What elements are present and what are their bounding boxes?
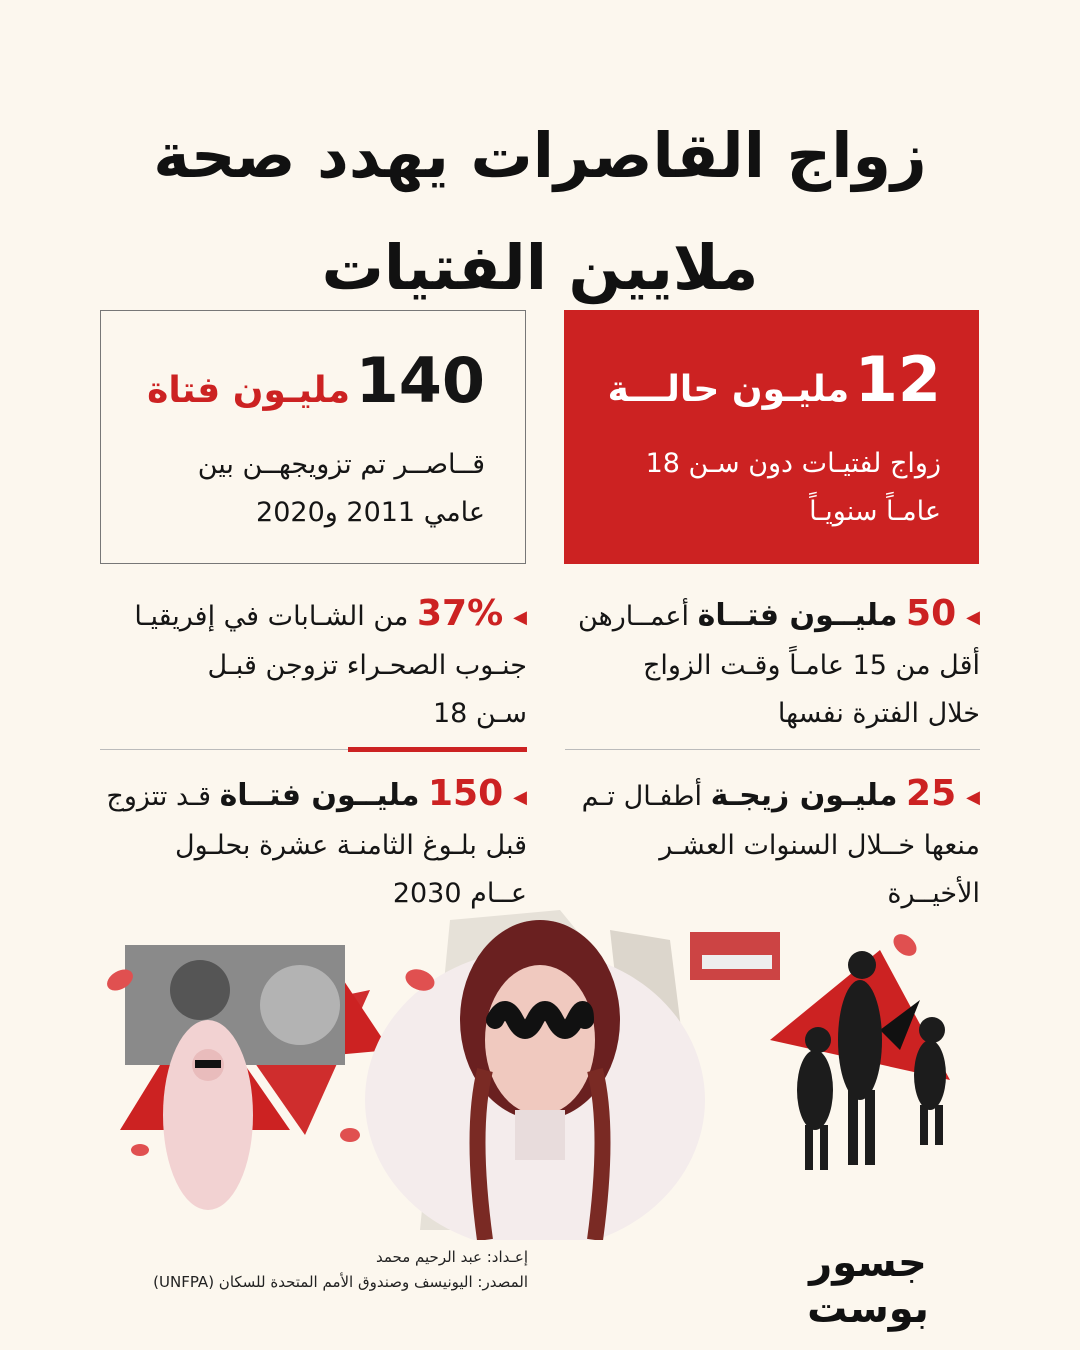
central-girl-face	[485, 965, 595, 1115]
stat-box-number: 12	[854, 343, 941, 416]
stat-number: 150	[428, 773, 504, 814]
divider	[100, 749, 348, 750]
stat-text: قبل بلـوغ الثامنـة عشرة بحلـول	[175, 829, 527, 861]
title-line-2: ملايين الفتيات	[321, 231, 759, 304]
stat-box-desc-line: قــاصــر تم تزويجهــن بين	[197, 449, 485, 480]
stat-item-150-million	[95, 770, 527, 918]
stat-text: منعها خــلال السنوات العشـر	[659, 829, 980, 861]
braid-left	[478, 1070, 486, 1240]
stat-text: قـد تتزوج	[106, 781, 211, 812]
stat-text: جنـوب الصحـراء تزوجن قبـل	[207, 649, 527, 681]
stat-text: من الشـابات في إفريقيـا	[134, 601, 409, 632]
stat-unit: مليــون فتــاة	[219, 778, 420, 813]
stat-box-desc-line: زواج لفتيـات دون سـن 18	[645, 448, 941, 479]
stat-box-description	[131, 441, 485, 537]
stat-box-number: 140	[355, 344, 485, 417]
stat-box-unit: مليـون حالـــة	[607, 369, 850, 410]
stat-box-desc-line: عامي 2011 و2020	[256, 497, 485, 528]
triangle-bullet-icon: ◀	[513, 786, 527, 808]
stat-text: عــام 2030	[392, 877, 527, 909]
stat-number: 50	[906, 593, 957, 634]
stat-box-desc-line: عامـاً سنويـاً	[809, 496, 941, 527]
stat-text: أطفـال تـم	[581, 781, 703, 812]
stat-item-37-percent	[95, 590, 527, 738]
photo-face	[260, 965, 340, 1045]
photo-head	[170, 960, 230, 1020]
stat-box-girls	[100, 310, 526, 564]
brand-logo: جسور بوست	[807, 1240, 929, 1332]
credit-prepared-by: إعـداد: عبد الرحيم محمد	[376, 1248, 528, 1266]
stat-box-cases	[564, 310, 979, 564]
stat-item-50-million	[560, 590, 980, 738]
stat-text: خلال الفترة نفسها	[777, 697, 980, 729]
bride-figure	[163, 1020, 253, 1210]
photo-protest-detail	[702, 955, 772, 969]
collage-illustration	[90, 900, 990, 1240]
title-line-1: زواج القاصرات يهدد صحة	[153, 119, 927, 192]
triangle-bullet-icon: ◀	[966, 606, 980, 628]
credit-source: المصدر: اليونيسف وصندوق الأمم المتحدة للسكان (UNFPA)	[153, 1273, 528, 1291]
triangle-bullet-icon: ◀	[513, 606, 527, 628]
stat-unit: مليـون زيجـة	[710, 778, 898, 813]
bride-mask	[195, 1060, 221, 1068]
page-title	[140, 100, 940, 324]
central-girl-neck	[515, 1110, 565, 1160]
stat-text: أقل من 15 عامـاً وقـت الزواج	[642, 649, 980, 681]
stat-box-description	[594, 440, 941, 536]
stat-number: 37%	[416, 593, 504, 634]
stat-item-25-million	[555, 770, 980, 918]
stat-text: أعمــارهن	[577, 601, 690, 632]
divider	[565, 749, 980, 750]
braid-right	[595, 1070, 603, 1240]
petal	[340, 1128, 360, 1142]
petal	[131, 1144, 149, 1156]
stat-unit: مليــون فتــاة	[697, 598, 898, 633]
stat-box-unit: مليـون فتاة	[147, 370, 350, 411]
stat-number: 25	[906, 773, 957, 814]
stat-text: الأخيــرة	[887, 877, 980, 909]
triangle-bullet-icon: ◀	[966, 786, 980, 808]
accent-divider	[348, 747, 527, 752]
stat-text: سـن 18	[432, 697, 527, 729]
petal	[889, 930, 920, 961]
